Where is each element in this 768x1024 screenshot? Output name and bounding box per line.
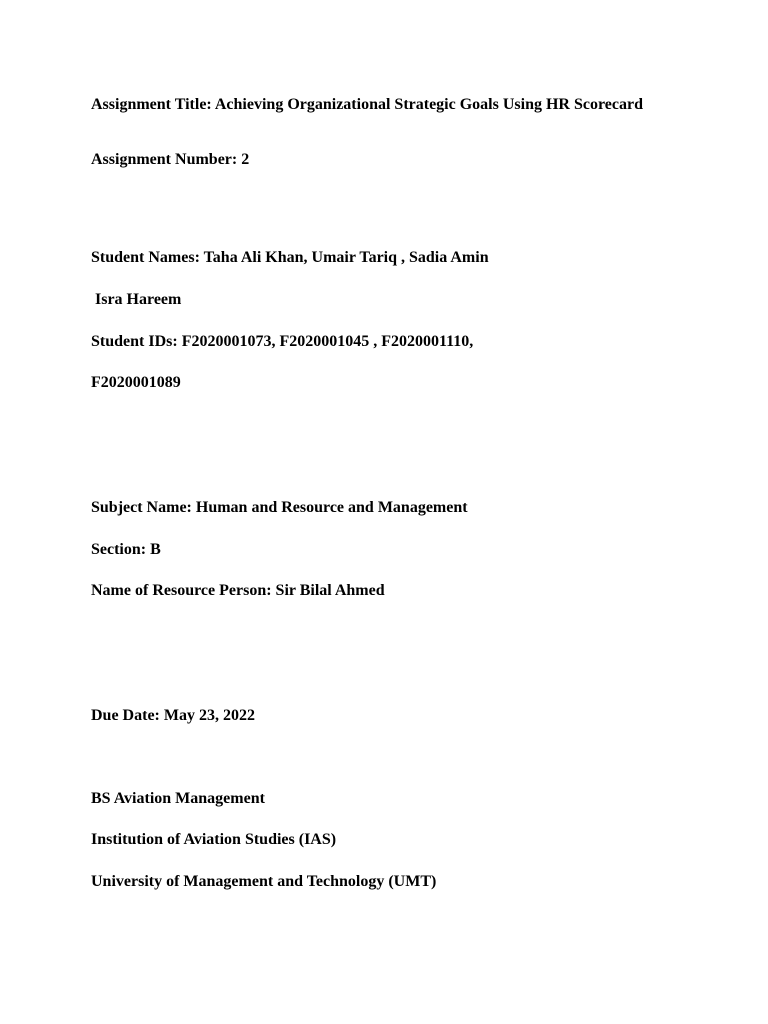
student-names-continued: Isra Hareem	[91, 291, 182, 308]
student-ids-continued: F2020001089	[91, 374, 181, 391]
student-names: Student Names: Taha Ali Khan, Umair Tariq , Sadia Amin	[91, 249, 489, 266]
due-date: Due Date: May 23, 2022	[91, 707, 255, 724]
subject-name: Subject Name: Human and Resource and Management	[91, 499, 468, 516]
university-name: University of Management and Technology (UMT)	[91, 873, 437, 890]
assignment-title: Assignment Title: Achieving Organizational Strategic Goals Using HR Scorecard	[91, 96, 643, 113]
section: Section: B	[91, 541, 161, 558]
resource-person: Name of Resource Person: Sir Bilal Ahmed	[91, 582, 385, 599]
institution-name: Institution of Aviation Studies (IAS)	[91, 831, 337, 848]
program-name: BS Aviation Management	[91, 790, 265, 807]
assignment-number: Assignment Number: 2	[91, 151, 250, 168]
student-ids: Student IDs: F2020001073, F2020001045 , F2020001110,	[91, 333, 474, 350]
